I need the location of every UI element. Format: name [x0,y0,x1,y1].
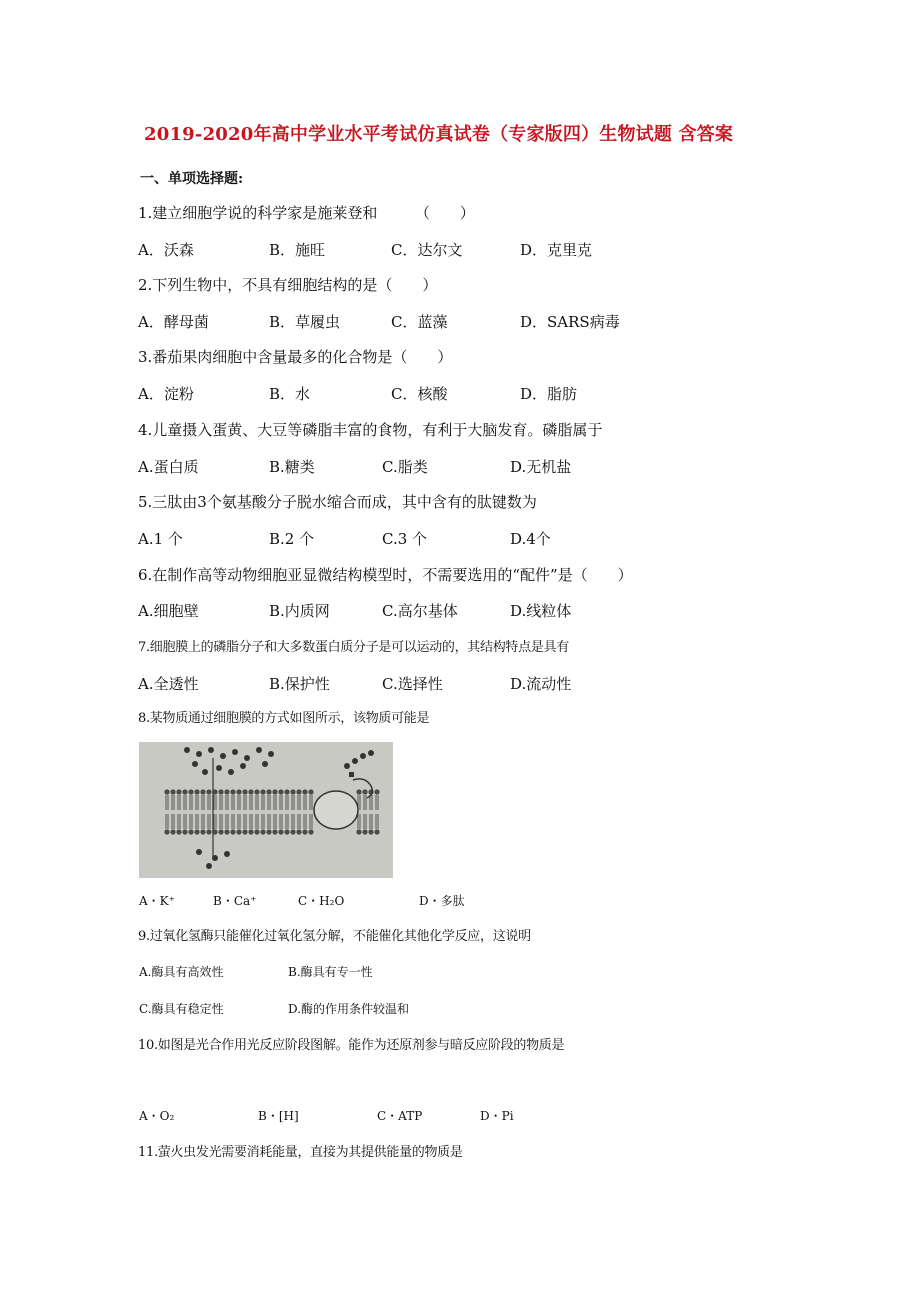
lipid-head [302,789,307,794]
lipid-head [164,789,169,794]
lipid-head [254,829,259,834]
lipid-head [194,829,199,834]
lipid-head [230,789,235,794]
lipid-head [200,789,205,794]
molecule [268,751,274,757]
option: D．脂肪 [520,385,578,403]
option: C.选择性 [382,675,443,693]
option: D．克里克 [520,241,593,259]
question-3: 3.番茄果肉细胞中含量最多的化合物是（ ） [138,348,453,366]
lipid-head [170,789,175,794]
option: B.酶具有专一性 [288,965,373,979]
lipid-head [308,829,313,834]
lipid-head [242,829,247,834]
question-8: 8.某物质通过细胞膜的方式如图所示，该物质可能是 [138,711,430,726]
option: C.3 个 [382,530,428,548]
molecule [244,755,250,761]
page-title: 2019-2020年高中学业水平考试仿真试卷（专家版四）生物试题 含答案 [144,124,734,145]
lipid-head [236,789,241,794]
option: A.酶具有高效性 [139,965,224,979]
lipid-head [272,789,277,794]
option: C.酶具有稳定性 [139,1002,224,1016]
lipid-head [296,789,301,794]
option: C・ATP [377,1109,423,1123]
option: C．达尔文 [391,241,463,259]
lipid-head [374,789,379,794]
option: C.高尔基体 [382,602,458,620]
lipid-head [218,789,223,794]
lipid-head [356,829,361,834]
molecule [228,769,234,775]
option: D.线粒体 [510,602,572,620]
membrane-diagram [139,742,393,878]
lipid-head [206,829,211,834]
molecule [196,849,202,855]
lipid-head [290,829,295,834]
lipid-head [308,789,313,794]
lipid-head [284,829,289,834]
option: A・K⁺ [139,894,175,908]
lipid-head [170,829,175,834]
lipid-head [164,829,169,834]
lipid-head [176,789,181,794]
lipid-head [218,829,223,834]
molecule [262,761,268,767]
question-5: 5.三肽由3个氨基酸分子脱水缩合而成，其中含有的肽键数为 [138,493,537,511]
option: A.蛋白质 [138,458,199,476]
molecule [208,747,214,753]
molecule [192,761,198,767]
option: C．核酸 [391,385,448,403]
lipid-head [362,829,367,834]
option: A.全透性 [138,675,199,693]
molecule [232,749,238,755]
lipid-head [260,789,265,794]
option: C・H₂O [298,894,345,908]
lipid-head [290,789,295,794]
molecule [206,863,212,869]
question-1: 1.建立细胞学说的科学家是施莱登和 （ ） [138,204,475,222]
lipid-head [266,829,271,834]
molecule [220,753,226,759]
lipid-head [182,829,187,834]
question-9: 9.过氧化氢酶只能催化过氧化氢分解，不能催化其他化学反应，这说明 [138,929,531,944]
molecule [256,747,262,753]
option: B・Ca⁺ [213,894,257,908]
lipid-head [296,829,301,834]
lipid-head [224,789,229,794]
lipid-head [206,789,211,794]
molecule [202,769,208,775]
question-4: 4.儿童摄入蛋黄、大豆等磷脂丰富的食物，有利于大脑发育。磷脂属于 [138,421,603,439]
molecule [196,751,202,757]
lipid-head [248,789,253,794]
option: A．酵母菌 [138,313,209,331]
lipid-head [368,829,373,834]
option: B.内质网 [269,602,330,620]
lipid-head [278,829,283,834]
lipid-head [362,789,367,794]
lipid-head [230,829,235,834]
lipid-head [374,829,379,834]
option: B．施旺 [269,241,326,259]
option: B.糖类 [269,458,315,476]
lipid-head [254,789,259,794]
option: D・Pi [480,1109,514,1123]
lipid-head [182,789,187,794]
section-heading: 一、单项选择题: [140,171,244,187]
lipid-head [260,829,265,834]
option: A・O₂ [139,1109,175,1123]
option: D.流动性 [510,675,572,693]
option: A.细胞壁 [138,602,199,620]
option: A.1 个 [138,530,183,548]
option: A．淀粉 [138,385,194,403]
option: D．SARS病毒 [520,313,620,331]
lipid-head [356,789,361,794]
lipid-head [176,829,181,834]
molecule [224,851,230,857]
option: C.脂类 [382,458,428,476]
option: B．草履虫 [269,313,341,331]
option: D.酶的作用条件较温和 [288,1002,410,1016]
lipid-head [224,829,229,834]
lipid-head [200,829,205,834]
lipid-head [242,789,247,794]
molecule [216,765,222,771]
lipid-head [272,829,277,834]
option: B・[H] [258,1109,299,1123]
option: B．水 [269,385,311,403]
lipid-head [188,789,193,794]
option: A．沃森 [138,241,194,259]
lipid-head [284,789,289,794]
lipid-head [266,789,271,794]
question-10: 10.如图是光合作用光反应阶段图解。能作为还原剂参与暗反应阶段的物质是 [138,1038,565,1053]
lipid-head [194,789,199,794]
lipid-head [248,829,253,834]
option: D・多肽 [419,894,465,908]
lipid-head [236,829,241,834]
option: C．蓝藻 [391,313,448,331]
lipid-head [302,829,307,834]
question-6: 6.在制作高等动物细胞亚显微结构模型时，不需要选用的“配件”是（ ） [138,566,633,584]
molecule [184,747,190,753]
lipid-head [188,829,193,834]
question-2: 2.下列生物中，不具有细胞结构的是（ ） [138,276,438,294]
option: B.保护性 [269,675,330,693]
lipid-head [278,789,283,794]
option: D.无机盐 [510,458,572,476]
question-11: 11.萤火虫发光需要消耗能量，直接为其提供能量的物质是 [138,1145,463,1160]
question-7: 7.细胞膜上的磷脂分子和大多数蛋白质分子是可以运动的，其结构特点是具有 [138,640,569,655]
option: B.2 个 [269,530,315,548]
option: D.4个 [510,530,551,548]
molecule [240,763,246,769]
